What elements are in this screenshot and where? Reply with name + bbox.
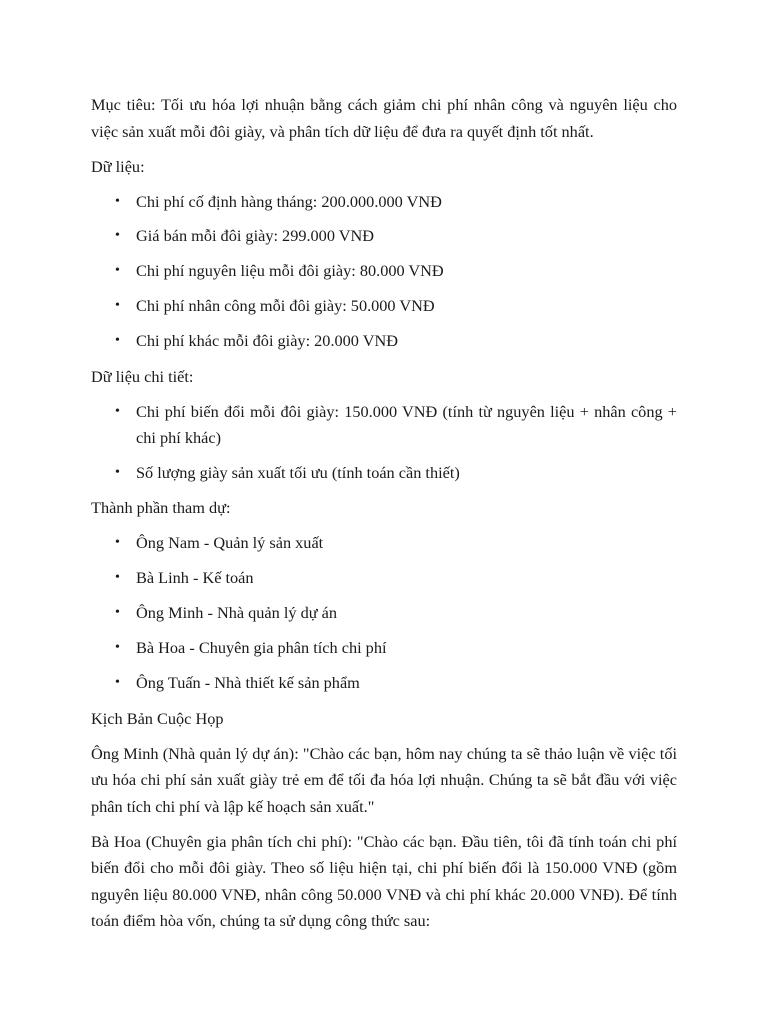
list-item: • Chi phí nhân công mỗi đôi giày: 50.000 VNĐ: [91, 293, 677, 320]
script-heading: Kịch Bản Cuộc Họp: [91, 708, 224, 728]
list-item: • Giá bán mỗi đôi giày: 299.000 VNĐ: [91, 223, 677, 250]
data-heading: Dữ liệu:: [91, 156, 145, 176]
participants-list: [91, 530, 677, 696]
detail-list: [91, 399, 677, 487]
list-item: • Chi phí nguyên liệu mỗi đôi giày: 80.000 VNĐ: [91, 258, 677, 285]
list-item: • Số lượng giày sản xuất tối ưu (tính toán cần thiết): [91, 460, 677, 487]
script-paragraph: Ông Minh (Nhà quản lý dự án): "Chào các bạn, hôm nay chúng ta sẽ thảo luận về việc tối ưu hóa chi phí sản xuất giày trẻ em để tối đa hóa lợi nhuận. Chúng ta sẽ bắt đầu với việc phân tích chi phí và lập kế hoạch sản xuất.": [91, 743, 677, 816]
script-paragraph: Bà Hoa (Chuyên gia phân tích chi phí): "Chào các bạn. Đầu tiên, tôi đã tính toán chi phí biến đổi cho mỗi đôi giày. Theo số liệu hiện tại, chi phí biến đổi là 150.000 VNĐ (gồm nguyên liệu 80.000 VNĐ, nhân công 50.000 VNĐ và chi phí khác 20.000 VNĐ). Để tính toán điểm hòa vốn, chúng ta sử dụng công thức sau:: [91, 831, 677, 931]
list-item: • Chi phí biến đổi mỗi đôi giày: 150.000 VNĐ (tính từ nguyên liệu + nhân công + chi phí khác): [91, 399, 677, 452]
list-item: • Bà Hoa - Chuyên gia phân tích chi phí: [91, 635, 677, 662]
goal-paragraph: Mục tiêu: Tối ưu hóa lợi nhuận bằng cách giảm chi phí nhân công và nguyên liệu cho việc sản xuất mỗi đôi giày, và phân tích dữ liệu để đưa ra quyết định tốt nhất.: [91, 95, 677, 141]
list-item: • Ông Nam - Quản lý sản xuất: [91, 530, 677, 557]
data-list: [91, 189, 677, 355]
list-item: • Chi phí khác mỗi đôi giày: 20.000 VNĐ: [91, 328, 677, 355]
participants-heading: Thành phần tham dự:: [91, 498, 231, 518]
list-item: • Chi phí cố định hàng tháng: 200.000.000 VNĐ: [91, 189, 677, 216]
list-item: • Ông Minh - Nhà quản lý dự án: [91, 600, 677, 627]
list-item: • Ông Tuấn - Nhà thiết kế sản phẩm: [91, 670, 677, 697]
list-item: • Bà Linh - Kế toán: [91, 565, 677, 592]
detail-heading: Dữ liệu chi tiết:: [91, 366, 194, 386]
document-page: [91, 92, 677, 943]
